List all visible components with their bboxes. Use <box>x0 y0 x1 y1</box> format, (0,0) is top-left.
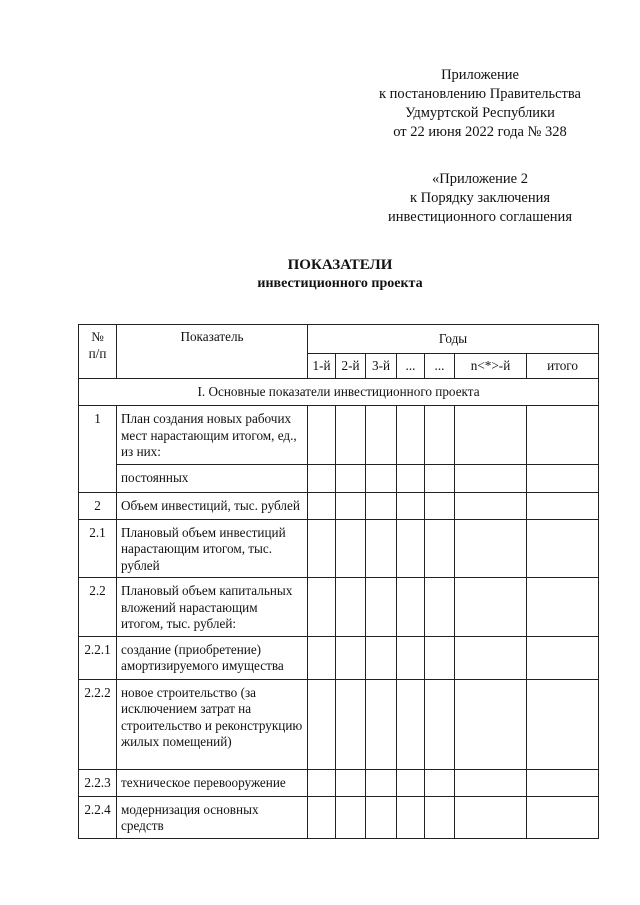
row-label: План создания новых рабочих мест нарастающим итогом, ед., из них: <box>117 406 308 465</box>
table-row <box>79 796 599 838</box>
section-heading: I. Основные показатели инвестиционного проекта <box>79 379 599 406</box>
row-number: 2.2.2 <box>79 679 117 769</box>
row-number: 2.2 <box>79 578 117 637</box>
page-title: ПОКАЗАТЕЛИ <box>287 257 393 273</box>
appendix-line: «Приложение 2 <box>432 171 528 187</box>
table-row <box>79 464 599 492</box>
year-header: n<*>-й <box>455 354 527 379</box>
header-num-cell <box>79 325 117 379</box>
header-num-symbol: № <box>91 329 104 344</box>
year-header: 2-й <box>336 354 366 379</box>
table-row <box>79 519 599 578</box>
row-label: новое строительство (за исключением затрат на строительство и реконструкцию жилых помещений) <box>117 679 308 769</box>
row-number: 2 <box>79 492 117 519</box>
header-num-abbr: п/п <box>88 345 107 361</box>
appendix-line: инвестиционного соглашения <box>388 209 572 225</box>
appendix-line: к Порядку заключения <box>409 190 551 206</box>
row-number: 2.1 <box>79 519 117 578</box>
appendix-line: от 22 июня 2022 года № 328 <box>393 124 567 140</box>
appendix-header <box>330 66 630 142</box>
year-header: 1-й <box>308 354 336 379</box>
table-row <box>79 406 599 465</box>
row-label: Плановый объем капитальных вложений нарастающим итогом, тыс. рублей: <box>117 578 308 637</box>
page-subtitle: инвестиционного проекта <box>257 276 423 291</box>
table-row <box>79 578 599 637</box>
appendix-2-header <box>330 170 630 227</box>
table-row <box>79 769 599 796</box>
header-indicator: Показатель <box>117 325 308 379</box>
appendix-line: Приложение <box>441 67 519 83</box>
year-header: ... <box>397 354 425 379</box>
row-label: создание (приобретение) амортизируемого имущества <box>117 636 308 679</box>
year-header: 3-й <box>366 354 397 379</box>
row-number: 2.2.4 <box>79 796 117 838</box>
row-label: Объем инвестиций, тыс. рублей <box>117 492 308 519</box>
indicators-table <box>78 324 599 839</box>
appendix-line: к постановлению Правительства <box>379 86 581 102</box>
row-number: 2.2.3 <box>79 769 117 796</box>
row-number: 2.2.1 <box>79 636 117 679</box>
row-label: техническое перевооружение <box>117 769 308 796</box>
appendix-line: Удмуртской Республики <box>405 105 555 121</box>
year-header: итого <box>527 354 599 379</box>
row-label: модернизация основных средств <box>117 796 308 838</box>
table-row <box>79 679 599 769</box>
row-label: постоянных <box>117 464 308 492</box>
table-row <box>79 492 599 519</box>
table-row <box>79 636 599 679</box>
row-number: 1 <box>79 406 117 493</box>
year-header: ... <box>425 354 455 379</box>
row-label: Плановый объем инвестиций нарастающим итогом, тыс. рублей <box>117 519 308 578</box>
header-years: Годы <box>308 325 599 354</box>
